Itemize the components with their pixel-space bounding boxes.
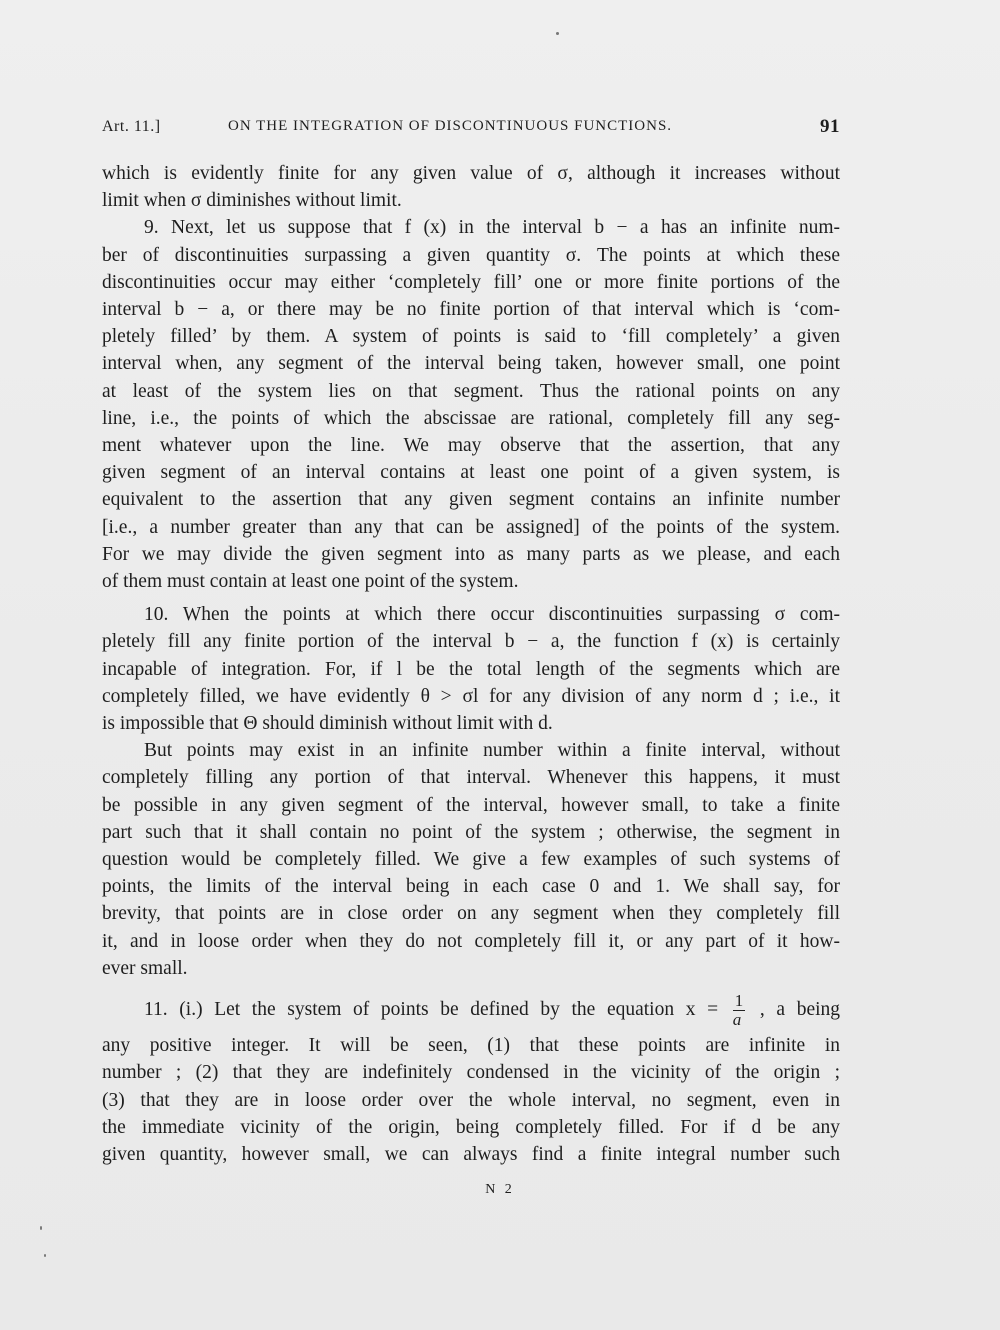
text-line: is impossible that Θ should diminish without limit with d. bbox=[102, 713, 553, 735]
text-line: 10. When the points at which there occur discontinuities surpassing σ com- bbox=[144, 604, 840, 626]
text-line: line, i.e., the points of which the abscissae are rational, completely fill any seg- bbox=[102, 407, 840, 429]
text-line: completely filling any portion of that interval. Whenever this happens, it must bbox=[102, 767, 840, 789]
text-line: But points may exist in an infinite number within a finite interval, without bbox=[144, 740, 840, 762]
text-line: any positive integer. It will be seen, (1) that these points are infinite in bbox=[102, 1035, 840, 1057]
text-line: of them must contain at least one point of the system. bbox=[102, 571, 519, 593]
paragraph-10 bbox=[102, 601, 840, 737]
article-reference: Art. 11.] bbox=[102, 118, 161, 135]
page-header bbox=[102, 116, 842, 142]
text-line: number ; (2) that they are indefinitely condensed in the vicinity of the origin ; bbox=[102, 1062, 840, 1084]
text-line: incapable of integration. For, if l be the total length of the segments which are bbox=[102, 658, 840, 680]
paragraph-11 bbox=[102, 988, 840, 1168]
paper-speck bbox=[556, 32, 559, 35]
text-line: For we may divide the given segment into as many parts as we please, and each bbox=[102, 543, 840, 565]
page-number: 91 bbox=[820, 116, 840, 137]
text-line: brevity, that points are in close order on any segment when they completely fill bbox=[102, 903, 840, 925]
text-line: 9. Next, let us suppose that f (x) in the interval b − a has an infinite num- bbox=[144, 217, 840, 239]
text-line: at least of the system lies on that segment. Thus the rational points on any bbox=[102, 380, 840, 402]
paper-speck bbox=[40, 1226, 42, 1230]
signature-mark: N 2 bbox=[485, 1182, 515, 1197]
paragraph-intro bbox=[102, 160, 840, 214]
text-line: given segment of an interval contains at least one point of a given system, is bbox=[102, 462, 840, 484]
paragraph-9 bbox=[102, 214, 840, 595]
body-text bbox=[102, 160, 840, 1168]
text-segment: 11. (i.) Let the system of points be defined by the equation x = bbox=[144, 999, 719, 1021]
text-segment: , a being bbox=[759, 999, 841, 1021]
text-line: it, and in loose order when they do not completely fill it, or any part of it how- bbox=[102, 930, 840, 952]
text-line: [i.e., a number greater than any that can be assigned] of the points of the system. bbox=[102, 516, 840, 538]
text-line: (3) that they are in loose order over the whole interval, no segment, even in bbox=[102, 1089, 840, 1111]
text-line: points, the limits of the interval being in each case 0 and 1. We shall say, for bbox=[102, 876, 840, 898]
text-line: completely filled, we have evidently θ > σl for any division of any norm d ; i.e., it bbox=[102, 685, 840, 707]
text-line: ment whatever upon the line. We may observe that the assertion, that any bbox=[102, 435, 840, 457]
text-line: limit when σ diminishes without limit. bbox=[102, 190, 402, 212]
text-line: equivalent to the assertion that any given segment contains an infinite number bbox=[102, 489, 840, 511]
text-line: interval when, any segment of the interval being taken, however small, one point bbox=[102, 353, 840, 375]
text-line: pletely filled’ by them. A system of points is said to ‘fill completely’ a given bbox=[102, 326, 840, 348]
text-line: be possible in any given segment of the interval, however small, to take a finite bbox=[102, 794, 840, 816]
text-line: ever small. bbox=[102, 957, 188, 979]
text-line: discontinuities occur may either ‘completely fill’ one or more finite portions of the bbox=[102, 271, 840, 293]
fraction bbox=[733, 992, 746, 1029]
fraction-numerator: 1 bbox=[734, 991, 744, 1011]
running-title: ON THE INTEGRATION OF DISCONTINUOUS FUNCTIONS. bbox=[228, 118, 673, 134]
text-line: part such that it shall contain no point of the system ; otherwise, the segment in bbox=[102, 821, 840, 843]
text-line: question would be completely filled. We give a few examples of such systems of bbox=[102, 849, 840, 871]
text-line: which is evidently finite for any given value of σ, although it increases without bbox=[102, 163, 840, 184]
text-line: given quantity, however small, we can always find a finite integral number such bbox=[102, 1143, 840, 1165]
text-line-with-fraction bbox=[102, 988, 840, 1032]
paper-speck bbox=[44, 1254, 46, 1257]
fraction-denominator: a bbox=[732, 1010, 742, 1030]
paragraph-but bbox=[102, 737, 840, 982]
text-line: the immediate vicinity of the origin, being completely filled. For if d be any bbox=[102, 1116, 840, 1138]
text-line: ber of discontinuities surpassing a given quantity σ. The points at which these bbox=[102, 244, 840, 266]
text-line: pletely fill any finite portion of the interval b − a, the function f (x) is certainly bbox=[102, 631, 840, 653]
text-line: interval b − a, or there may be no finite portion of that interval which is ‘com- bbox=[102, 299, 840, 321]
